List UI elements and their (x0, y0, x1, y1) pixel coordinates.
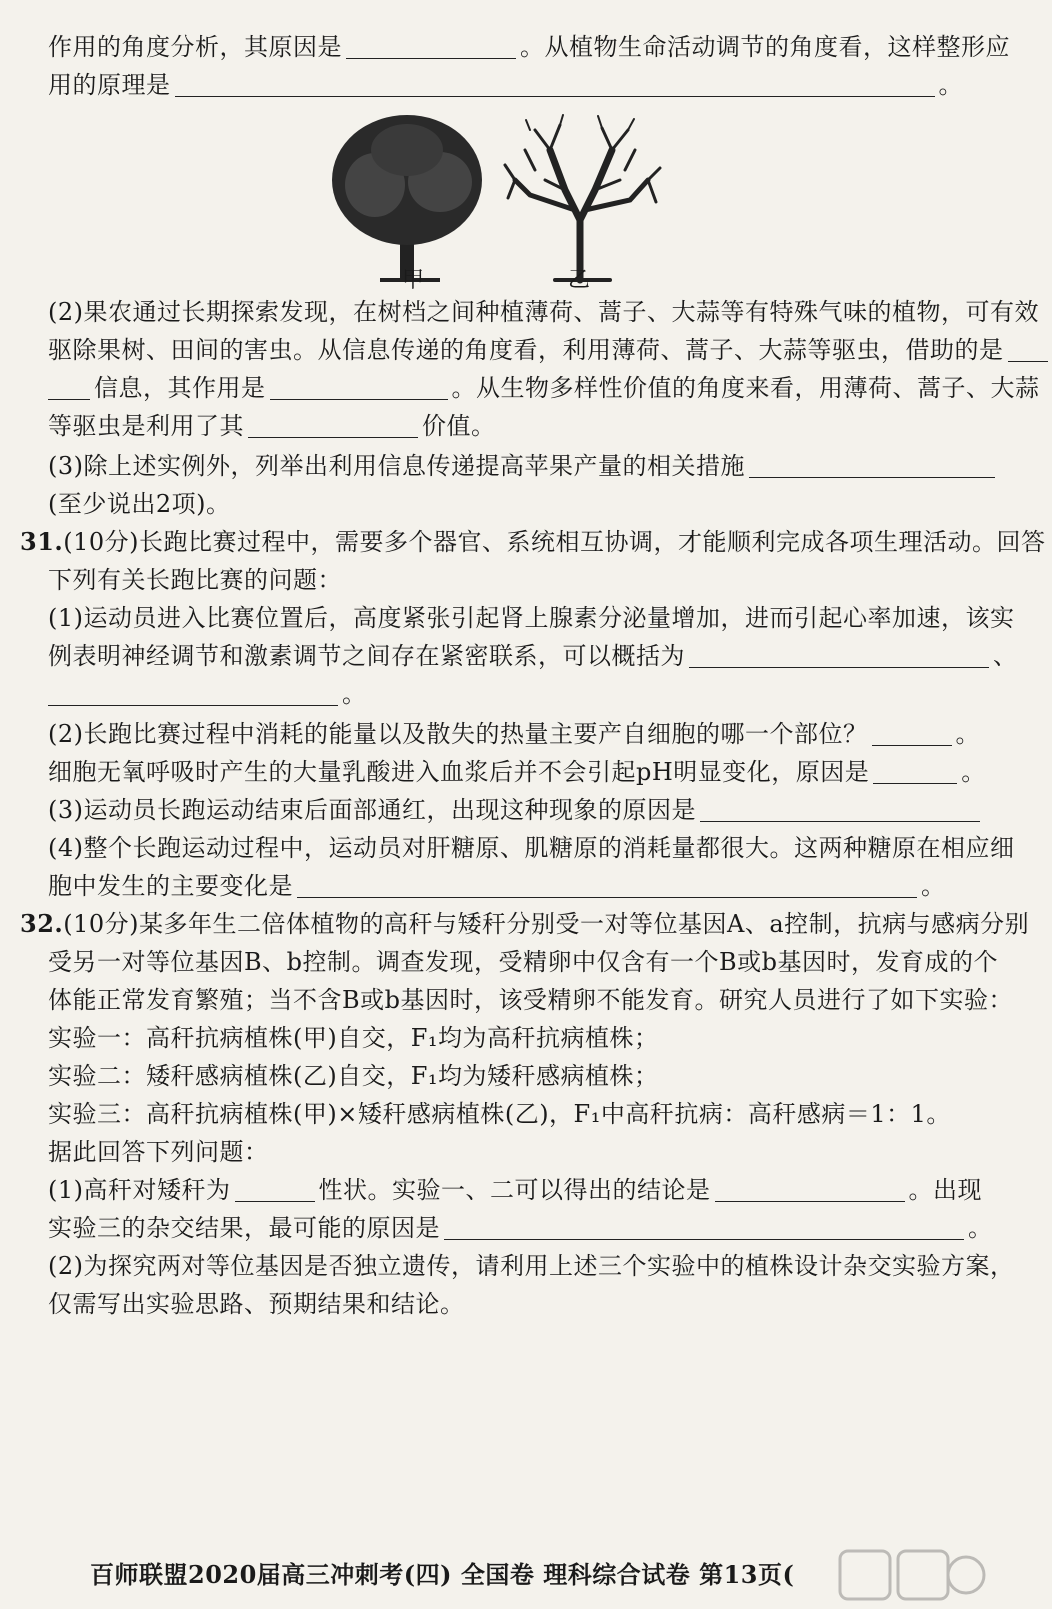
text: 。从生物多样性价值的角度来看，用薄荷、蒿子、大蒜 (451, 374, 1040, 402)
text: 体能正常发育繁殖；当不含B或b基因时，该受精卵不能发育。研究人员进行了如下实验： (48, 986, 1013, 1014)
tree-jia-image (332, 115, 482, 282)
text: 受另一对等位基因B、b控制。调查发现，受精卵中仅含有一个B或b基因时，发育成的个 (48, 948, 998, 976)
text-line (48, 68, 963, 102)
text: 。 (938, 71, 963, 99)
answer-blank[interactable] (48, 681, 338, 706)
text: 。 (921, 872, 946, 900)
answer-blank[interactable] (700, 797, 980, 822)
text: (10分)某多年生二倍体植物的高秆与矮秆分别受一对等位基因A、a控制，抗病与感病分别 (63, 910, 1030, 938)
question-31-line (20, 525, 1046, 559)
text-line (48, 677, 960, 711)
text: 实验一：高秆抗病植株(甲)自交，F₁均为高秆抗病植株； (48, 1024, 659, 1052)
text-line (48, 1211, 993, 1245)
text-line (48, 755, 986, 789)
text: 。 (342, 680, 367, 708)
text-line (48, 1287, 960, 1321)
text-line (48, 449, 960, 483)
text: 例表明神经调节和激素调节之间存在紧密联系，可以概括为 (48, 642, 685, 670)
text: (至少说出2项)。 (48, 490, 231, 518)
text: 作用的角度分析，其原因是 (48, 33, 342, 61)
text-line (48, 1249, 1015, 1283)
text: 仅需写出实验思路、预期结果和结论。 (48, 1290, 465, 1318)
text: 实验三的杂交结果，最可能的原因是 (48, 1214, 440, 1242)
text-line (48, 1059, 960, 1093)
text: 实验二：矮秆感病植株(乙)自交，F₁均为矮秆感病植株； (48, 1062, 659, 1090)
text: 。 (955, 720, 980, 748)
tree-label-jia: 甲 (402, 268, 425, 293)
answer-blank[interactable] (444, 1215, 964, 1240)
answer-blank[interactable] (1008, 337, 1048, 362)
text: 等驱虫是利用了其 (48, 412, 244, 440)
text: (4)整个长跑运动过程中，运动员对肝糖原、肌糖原的消耗量都很大。这两种糖原在相应细 (48, 834, 1015, 862)
answer-blank[interactable] (175, 72, 935, 97)
answer-blank[interactable] (297, 873, 917, 898)
text: 、 (993, 642, 1018, 670)
answer-blank[interactable] (270, 375, 448, 400)
text: 据此回答下列问题： (48, 1138, 269, 1166)
text: 。 (968, 1214, 993, 1242)
tree-yi-image (505, 115, 660, 280)
answer-blank[interactable] (235, 1177, 315, 1202)
text-line (48, 563, 960, 597)
answer-blank[interactable] (872, 721, 952, 746)
text: (2)为探究两对等位基因是否独立遗传，请利用上述三个实验中的植株设计杂交实验方案， (48, 1252, 1015, 1280)
text-line (48, 831, 1015, 865)
text: (1)运动员进入比赛位置后，高度紧张引起肾上腺素分泌量增加，进而引起心率加速，该实 (48, 604, 1015, 632)
answer-blank[interactable] (689, 643, 989, 668)
text: (2)长跑比赛过程中消耗的能量以及散失的热量主要产自细胞的哪一个部位？ (48, 720, 868, 748)
tree-label-yi: 乙 (568, 268, 591, 293)
text-line (48, 1135, 960, 1169)
text-line (48, 487, 960, 521)
page-footer: 百师联盟2020届高三冲刺考(四) 全国卷 理科综合试卷 第13页( (90, 1560, 795, 1589)
text: 胞中发生的主要变化是 (48, 872, 293, 900)
text: 价值。 (422, 412, 496, 440)
text: (1)高秆对矮秆为 (48, 1176, 231, 1204)
text-line (48, 639, 1018, 673)
text-line (48, 333, 1004, 367)
text: 实验三：高秆抗病植株(甲)×矮秆感病植株(乙)，F₁中高秆抗病：高秆感病＝1：1。 (48, 1100, 951, 1128)
text: (10分)长跑比赛过程中，需要多个器官、系统相互协调，才能顺利完成各项生理活动。回答 (63, 528, 1046, 556)
text-line (48, 371, 1040, 405)
text-line (48, 945, 998, 979)
text: (2)果农通过长期探索发现，在树档之间种植薄荷、蒿子、大蒜等有特殊气味的植物，可有效 (48, 298, 1039, 326)
answer-blank[interactable] (749, 453, 995, 478)
question-number: 32. (20, 909, 64, 938)
question-32-line (20, 907, 1030, 941)
text-line (48, 30, 1010, 64)
text: 细胞无氧呼吸时产生的大量乳酸进入血浆后并不会引起pH明显变化，原因是 (48, 758, 870, 786)
text: (3)除上述实例外，列举出利用信息传递提高苹果产量的相关措施 (48, 452, 745, 480)
tree-illustration (330, 110, 670, 290)
text: 。从植物生命活动调节的角度看，这样整形应 (520, 33, 1010, 61)
text-line (48, 295, 1039, 329)
text-line (48, 869, 960, 903)
question-number: 31. (20, 527, 64, 556)
text: 下列有关长跑比赛的问题： (48, 566, 342, 594)
text-line (48, 1097, 960, 1131)
answer-blank[interactable] (873, 759, 957, 784)
text-line (48, 717, 980, 751)
text-line (48, 1021, 960, 1055)
text: 驱除果树、田间的害虫。从信息传递的角度看，利用薄荷、蒿子、大蒜等驱虫，借助的是 (48, 336, 1004, 364)
text: 。出现 (908, 1176, 982, 1204)
text-line (48, 983, 1013, 1017)
text-line (48, 793, 960, 827)
text-line (48, 1173, 982, 1207)
answer-blank[interactable] (346, 34, 516, 59)
text: 。 (961, 758, 986, 786)
text-line (48, 601, 1015, 635)
watermark-logo-image (836, 1545, 986, 1605)
answer-blank[interactable] (248, 413, 418, 438)
text: 性状。实验一、二可以得出的结论是 (318, 1176, 711, 1204)
text: (3)运动员长跑运动结束后面部通红，出现这种现象的原因是 (48, 796, 696, 824)
text-line (48, 409, 960, 443)
answer-blank[interactable] (48, 375, 90, 400)
text: 用的原理是 (48, 71, 171, 99)
answer-blank[interactable] (715, 1177, 905, 1202)
text: 信息，其作用是 (94, 374, 266, 402)
